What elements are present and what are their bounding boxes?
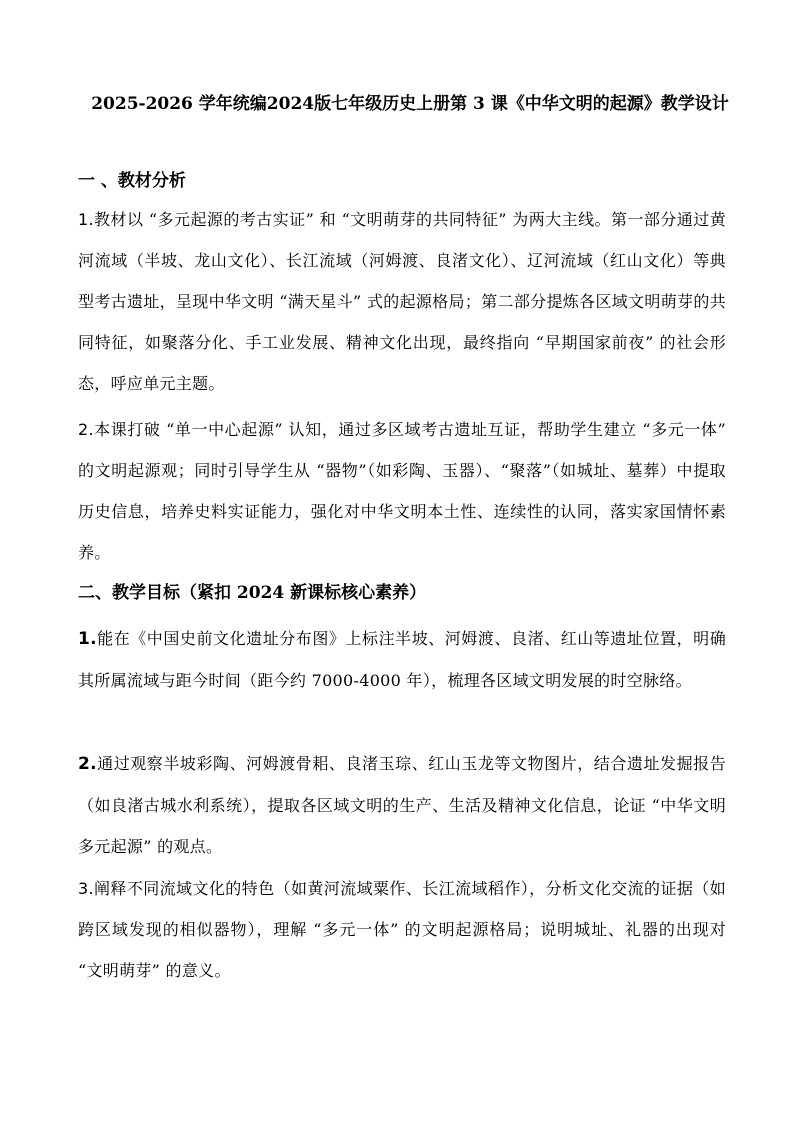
paragraph-number: 1.: [78, 629, 97, 649]
paragraph-teaching-goal-3: [78, 868, 726, 991]
paragraph-text: 通过观察半坡彩陶、河姆渡骨耜、良渚玉琮、红山玉龙等文物图片，结合遗址发掘报告（如良渚古城水利系统），提取各区域文明的生产、生活及精神文化信息，论证 “中华文明多元起源” 的观点。: [78, 754, 726, 856]
paragraph-number: 3.: [78, 879, 94, 898]
section-heading-teaching-goals: 二、教学目标（紧扣 2024 新课标核心素养）: [78, 583, 427, 603]
paragraph-number: 1.: [78, 210, 94, 229]
document-title: 2025-2026 学年统编2024版七年级历史上册第 3 课《中华文明的起源》教学设计: [91, 94, 729, 114]
paragraph-text: 教材以 “多元起源的考古实证” 和 “文明萌芽的共同特征” 为两大主线。第一部分通过黄河流域（半坡、龙山文化）、长江流域（河姆渡、良渚文化）、辽河流域（红山文化）等典型考古遗址，呈现中华文明 “满天星斗” 式的起源格局；第二部分提炼各区域文明萌芽的共同特征，如聚落分化、手工业发展、精神文化出现，最终指向 “早期国家前夜” 的社会形态，呼应单元主题。: [78, 210, 726, 393]
paragraph-text: 本课打破 “单一中心起源” 认知，通过多区域考古遗址互证，帮助学生建立 “多元一体” 的文明起源观；同时引导学生从 “器物”（如彩陶、玉器）、“聚落”（如城址、墓葬）中提取历史信息，培养史料实证能力，强化对中华文明本土性、连续性的认同，落实家国情怀素养。: [78, 420, 726, 562]
paragraph-teaching-goal-2: [78, 743, 726, 867]
paragraph-text: 阐释不同流域文化的特色（如黄河流域粟作、长江流域稻作），分析文化交流的证据（如跨区域发现的相似器物），理解 “多元一体” 的文明起源格局；说明城址、礼器的出现对 “文明萌芽” 的意义。: [78, 879, 726, 980]
paragraph-number: 2.: [78, 420, 94, 439]
paragraph-text: 能在《中国史前文化遗址分布图》上标注半坡、河姆渡、良渚、红山等遗址位置，明确其所属流域与距今时间（距今约 7000-4000 年），梳理各区域文明发展的时空脉络。: [78, 629, 726, 690]
section-heading-textbook-analysis: 一 、教材分析: [78, 171, 186, 191]
paragraph-number: 2.: [78, 754, 97, 774]
paragraph-teaching-goal-1: [78, 618, 726, 701]
paragraph-textbook-analysis-1: [78, 199, 726, 404]
paragraph-textbook-analysis-2: [78, 409, 726, 573]
